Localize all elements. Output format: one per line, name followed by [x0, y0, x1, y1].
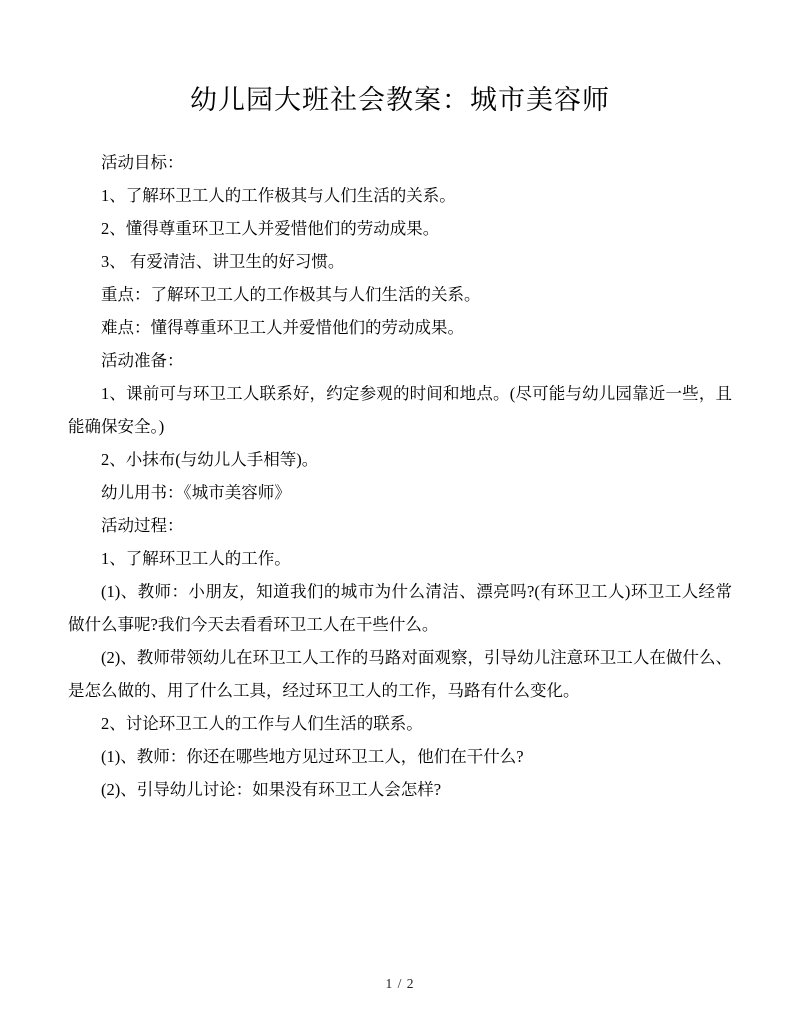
paragraph-goal-3: 3、 有爱清洁、讲卫生的好习惯。 [101, 252, 345, 272]
paragraph-process-1-2: (2)、教师带领幼儿在环卫工人工作的马路对面观察，引导幼儿注意环卫工人在做什么、是怎么做的、用了什么工具，经过环卫工人的工作，马路有什么变化。 [68, 648, 732, 701]
paragraph-preparation-heading: 活动准备： [101, 351, 184, 371]
paragraph-process-heading: 活动过程： [101, 516, 184, 536]
paragraph-process-1: 1、了解环卫工人的工作。 [101, 549, 291, 569]
paragraph-activity-goals-heading: 活动目标： [101, 153, 184, 173]
paragraph-goal-2: 2、懂得尊重环卫工人并爱惜他们的劳动成果。 [101, 219, 440, 239]
page-number: 1 / 2 [385, 976, 415, 991]
paragraph-goal-1: 1、了解环卫工人的工作极其与人们生活的关系。 [101, 186, 456, 206]
paragraph-childrens-book: 幼儿用书：《城市美容师》 [101, 483, 291, 503]
paragraph-difficult-point: 难点：懂得尊重环卫工人并爱惜他们的劳动成果。 [101, 318, 464, 338]
paragraph-process-1-1: (1)、教师：小朋友，知道我们的城市为什么清洁、漂亮吗?(有环卫工人)环卫工人经常做什么事呢?我们今天去看看环卫工人在干些什么。 [68, 582, 732, 635]
paragraph-process-2-2: (2)、引导幼儿讨论：如果没有环卫工人会怎样? [101, 780, 442, 800]
paragraph-process-2: 2、讨论环卫工人的工作与人们生活的联系。 [101, 714, 423, 734]
page-title: 幼儿园大班社会教案：城市美容师 [190, 85, 610, 115]
paragraph-preparation-1: 1、课前可与环卫工人联系好，约定参观的时间和地点。(尽可能与幼儿园靠近一些，且能确保安全。) [68, 384, 732, 437]
document-body [68, 146, 732, 806]
paragraph-process-2-1: (1)、教师：你还在哪些地方见过环卫工人，他们在干什么? [101, 747, 524, 767]
paragraph-key-point: 重点：了解环卫工人的工作极其与人们生活的关系。 [101, 285, 481, 305]
paragraph-preparation-2: 2、小抹布(与幼儿人手相等)。 [101, 450, 319, 470]
